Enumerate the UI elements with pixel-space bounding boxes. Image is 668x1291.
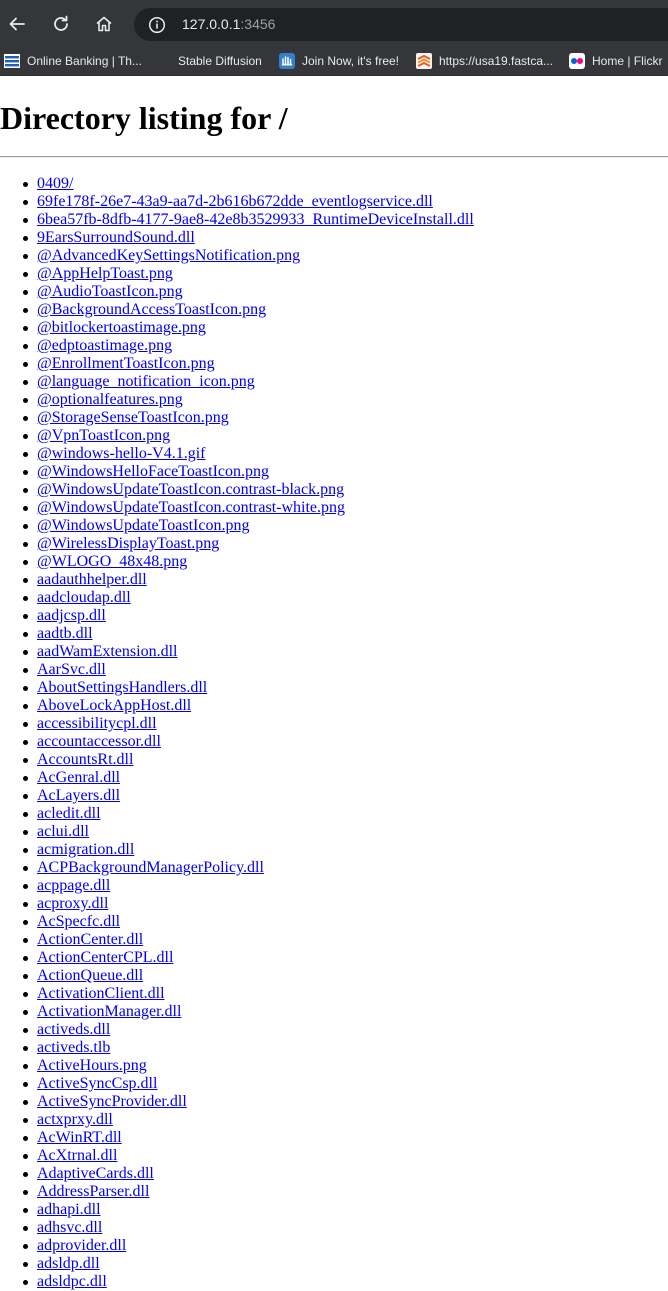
file-link[interactable]: AddressParser.dll — [37, 1183, 150, 1200]
file-link[interactable]: aadtb.dll — [37, 625, 93, 642]
file-link[interactable]: 69fe178f-26e7-43a9-aa7d-2b616b672dde_eventlogservice.dll — [37, 193, 433, 210]
file-link[interactable]: acppage.dll — [37, 877, 111, 894]
file-link[interactable]: AcSpecfc.dll — [37, 913, 121, 930]
list-item — [37, 625, 474, 643]
file-link[interactable]: adhapi.dll — [37, 1201, 101, 1218]
file-link[interactable]: AcXtrnal.dll — [37, 1147, 118, 1164]
list-item — [37, 787, 474, 805]
list-item — [37, 769, 474, 787]
file-link[interactable]: ActiveSyncCsp.dll — [37, 1075, 158, 1092]
list-item — [37, 301, 474, 319]
list-item — [37, 1201, 474, 1219]
file-link[interactable]: activeds.dll — [37, 1021, 111, 1038]
list-item — [37, 409, 474, 427]
file-link[interactable]: 9EarsSurroundSound.dll — [37, 229, 195, 246]
list-item — [37, 499, 474, 517]
file-link[interactable]: @WindowsHelloFaceToastIcon.png — [37, 463, 270, 480]
bookmarks-bar — [0, 48, 668, 76]
list-item — [37, 949, 474, 967]
bookmark-label: Stable Diffusion — [178, 54, 262, 68]
file-link[interactable]: @windows-hello-V4.1.gif — [37, 445, 206, 462]
list-item — [37, 337, 474, 355]
list-item — [37, 1003, 474, 1021]
file-link[interactable]: accountaccessor.dll — [37, 733, 161, 750]
list-item — [37, 805, 474, 823]
file-link[interactable]: AcWinRT.dll — [37, 1129, 122, 1146]
file-link[interactable]: @edptoastimage.png — [37, 337, 173, 354]
file-link[interactable]: @VpnToastIcon.png — [37, 427, 171, 444]
file-link[interactable]: aclui.dll — [37, 823, 89, 840]
file-link[interactable]: activeds.tlb — [37, 1039, 111, 1056]
flickr-icon — [569, 53, 585, 69]
site-info-icon[interactable] — [148, 16, 166, 37]
file-link[interactable]: @StorageSenseToastIcon.png — [37, 409, 229, 426]
file-link[interactable]: adprovider.dll — [37, 1237, 127, 1254]
list-item — [37, 985, 474, 1003]
list-item — [37, 1183, 474, 1201]
file-link[interactable]: 6bea57fb-8dfb-4177-9ae8-42e8b3529933_RuntimeDeviceInstall.dll — [37, 211, 474, 228]
page-title: Directory listing for / — [0, 100, 288, 136]
bookmark-label: Home | Flickr — [592, 54, 663, 68]
file-link[interactable]: aadcloudap.dll — [37, 589, 131, 606]
list-item — [37, 823, 474, 841]
home-button[interactable] — [91, 11, 117, 37]
file-list — [0, 175, 474, 1291]
file-link[interactable]: acledit.dll — [37, 805, 101, 822]
file-link[interactable]: AboutSettingsHandlers.dll — [37, 679, 208, 696]
address-bar[interactable] — [134, 8, 668, 41]
list-item — [37, 319, 474, 337]
file-link[interactable]: ActiveHours.png — [37, 1057, 147, 1074]
file-link[interactable]: AccountsRt.dll — [37, 751, 134, 768]
list-item — [37, 1075, 474, 1093]
list-item — [37, 1093, 474, 1111]
list-item — [37, 193, 474, 211]
file-link[interactable]: acproxy.dll — [37, 895, 109, 912]
list-item — [37, 931, 474, 949]
file-link[interactable]: @BackgroundAccessToastIcon.png — [37, 301, 267, 318]
file-link[interactable]: ActiveSyncProvider.dll — [37, 1093, 187, 1110]
divider — [0, 156, 668, 158]
hand-favicon — [279, 53, 295, 69]
list-item — [37, 895, 474, 913]
list-item — [37, 733, 474, 751]
list-item — [37, 1129, 474, 1147]
file-link[interactable]: AarSvc.dll — [37, 661, 106, 678]
file-link[interactable]: @optionalfeatures.png — [37, 391, 183, 408]
list-item — [37, 1237, 474, 1255]
file-link[interactable]: aadauthhelper.dll — [37, 571, 147, 588]
arrow-left-icon — [7, 14, 27, 34]
list-item — [37, 1165, 474, 1183]
blank-favicon — [155, 53, 171, 69]
list-item — [37, 1111, 474, 1129]
list-item — [37, 697, 474, 715]
list-item — [37, 427, 474, 445]
list-item — [37, 877, 474, 895]
file-link[interactable]: AboveLockAppHost.dll — [37, 697, 192, 714]
file-link[interactable]: @WLOGO_48x48.png — [37, 553, 188, 570]
url-port: :3456 — [240, 16, 276, 32]
list-item — [37, 913, 474, 931]
list-item — [37, 175, 474, 193]
file-link[interactable]: adhsvc.dll — [37, 1219, 103, 1236]
file-link[interactable]: @AdvancedKeySettingsNotification.png — [37, 247, 301, 264]
list-item — [37, 1021, 474, 1039]
reload-button[interactable] — [48, 11, 74, 37]
reload-icon — [51, 14, 71, 34]
list-item — [37, 373, 474, 391]
file-link[interactable]: ActivationClient.dll — [37, 985, 165, 1002]
list-item — [37, 589, 474, 607]
file-link[interactable]: AdaptiveCards.dll — [37, 1165, 154, 1182]
file-link[interactable]: AcGenral.dll — [37, 769, 121, 786]
bookmark-join-now[interactable] — [279, 51, 399, 71]
file-link[interactable]: adsldpc.dll — [37, 1273, 107, 1290]
list-item — [37, 463, 474, 481]
file-link[interactable]: accessibilitycpl.dll — [37, 715, 157, 732]
list-item — [37, 679, 474, 697]
file-link[interactable]: @AppHelpToast.png — [37, 265, 173, 282]
url-host: 127.0.0.1 — [182, 16, 241, 32]
list-item — [37, 607, 474, 625]
file-link[interactable]: @language_notification_icon.png — [37, 373, 255, 390]
file-link[interactable]: AcLayers.dll — [37, 787, 121, 804]
file-link[interactable]: actxprxy.dll — [37, 1111, 113, 1128]
list-item — [37, 1219, 474, 1237]
bookmark-stable-diffusion[interactable] — [155, 51, 262, 71]
file-link[interactable]: @WindowsUpdateToastIcon.contrast-white.png — [37, 499, 346, 516]
back-button[interactable] — [4, 11, 30, 37]
bookmark-label: Join Now, it's free! — [302, 54, 399, 68]
list-item — [37, 661, 474, 679]
file-link[interactable]: @EnrollmentToastIcon.png — [37, 355, 215, 372]
list-item — [37, 481, 474, 499]
file-link[interactable]: @WirelessDisplayToast.png — [37, 535, 220, 552]
browser-toolbar — [0, 0, 668, 48]
list-item — [37, 967, 474, 985]
file-link[interactable]: ACPBackgroundManagerPolicy.dll — [37, 859, 264, 876]
list-item — [37, 1255, 474, 1273]
file-link[interactable]: acmigration.dll — [37, 841, 135, 858]
bookmark-flickr[interactable] — [569, 51, 662, 71]
list-item — [37, 445, 474, 463]
list-item — [37, 859, 474, 877]
list-item — [37, 229, 474, 247]
file-link[interactable]: adsldp.dll — [37, 1255, 100, 1272]
url-text — [182, 16, 275, 32]
file-link[interactable]: ActionCenter.dll — [37, 931, 144, 948]
list-item — [37, 355, 474, 373]
list-item — [37, 265, 474, 283]
file-link[interactable]: ActivationManager.dll — [37, 1003, 182, 1020]
list-item — [37, 283, 474, 301]
list-item — [37, 535, 474, 553]
list-item — [37, 1039, 474, 1057]
list-item — [37, 751, 474, 769]
file-link[interactable]: @bitlockertoastimage.png — [37, 319, 206, 336]
home-icon — [94, 14, 114, 34]
stack-favicon — [416, 53, 432, 69]
list-item — [37, 391, 474, 409]
list-item — [37, 553, 474, 571]
file-link[interactable]: @WindowsUpdateToastIcon.png — [37, 517, 250, 534]
bookmark-online-banking[interactable] — [4, 51, 142, 71]
list-item — [37, 571, 474, 589]
list-item — [37, 643, 474, 661]
list-item — [37, 211, 474, 229]
bookmark-label: Online Banking | Th... — [27, 54, 142, 68]
file-link[interactable]: @AudioToastIcon.png — [37, 283, 183, 300]
bookmark-fastca[interactable] — [416, 51, 553, 71]
list-item — [37, 1147, 474, 1165]
file-link[interactable]: 0409/ — [37, 175, 74, 192]
bookmark-label: https://usa19.fastca... — [439, 54, 554, 68]
file-link[interactable]: aadWamExtension.dll — [37, 643, 178, 660]
list-item — [37, 517, 474, 535]
bank-icon — [4, 53, 20, 69]
list-item — [37, 1057, 474, 1075]
file-link[interactable]: @WindowsUpdateToastIcon.contrast-black.png — [37, 481, 345, 498]
file-link[interactable]: ActionCenterCPL.dll — [37, 949, 174, 966]
list-item — [37, 715, 474, 733]
list-item — [37, 1273, 474, 1291]
list-item — [37, 247, 474, 265]
file-link[interactable]: aadjcsp.dll — [37, 607, 106, 624]
list-item — [37, 841, 474, 859]
file-link[interactable]: ActionQueue.dll — [37, 967, 144, 984]
